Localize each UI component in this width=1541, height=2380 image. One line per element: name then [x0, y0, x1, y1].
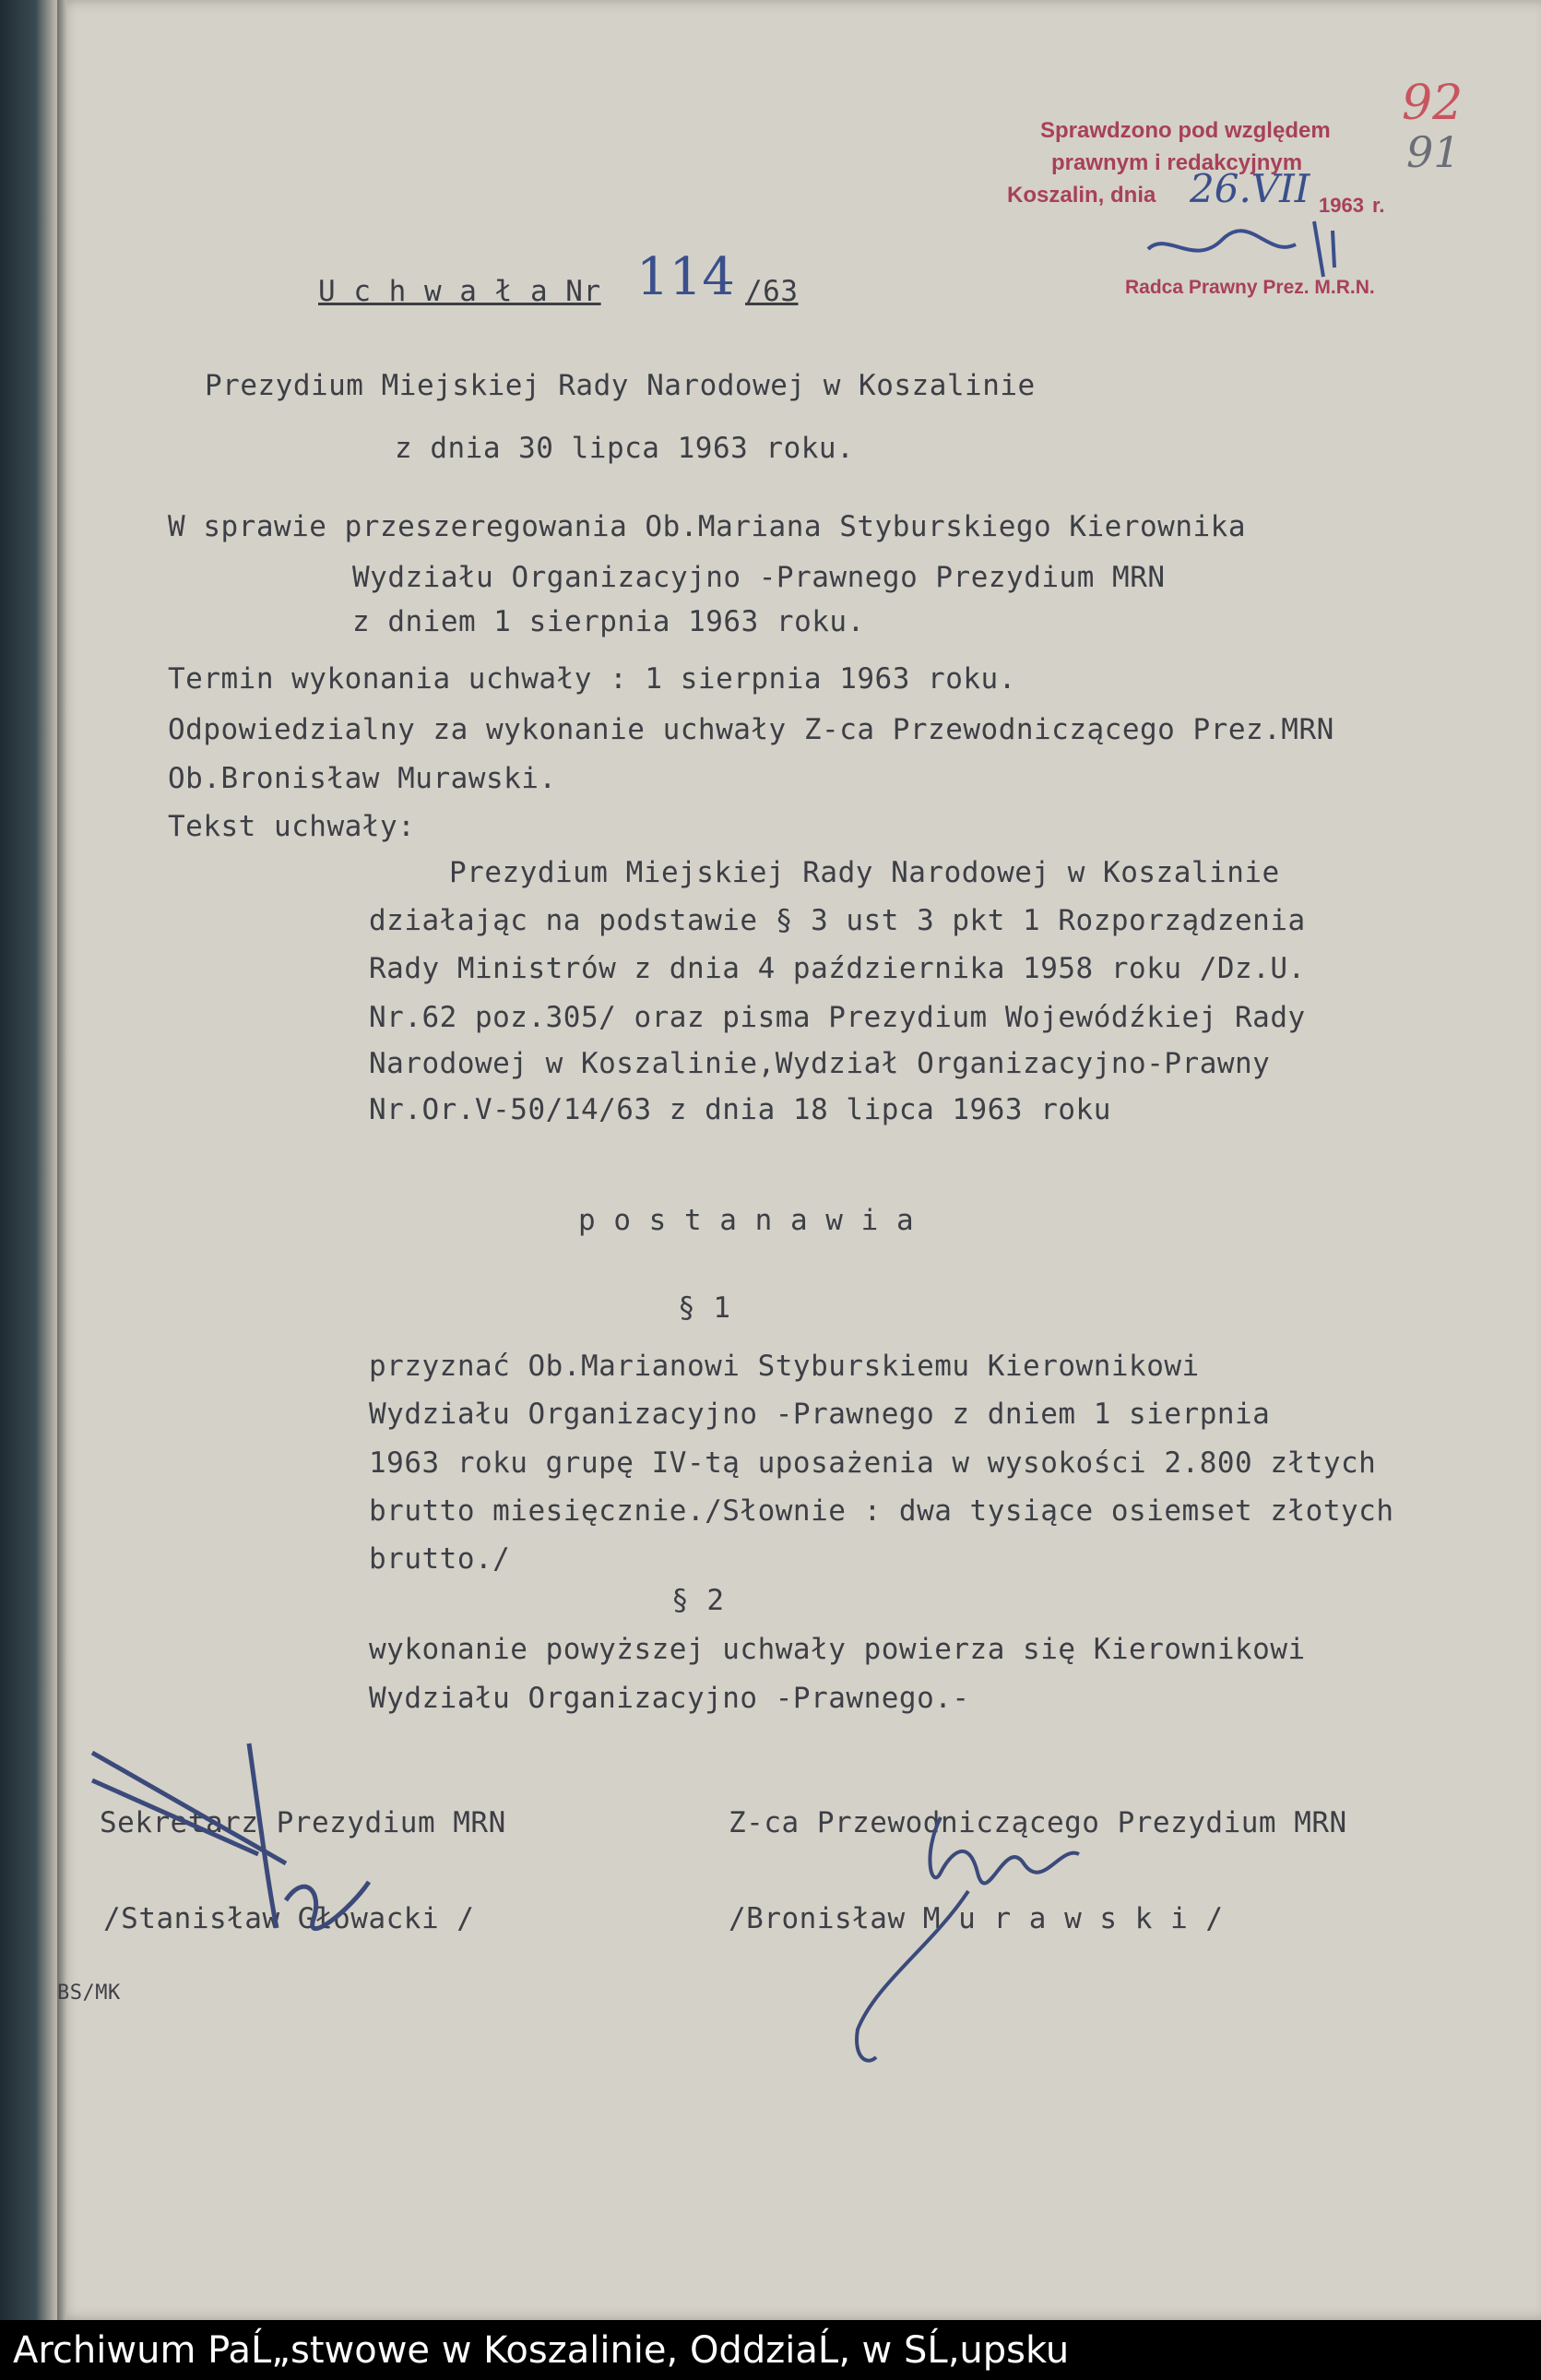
book-binding	[0, 0, 65, 2320]
stamp-line-3-prefix: Koszalin, dnia	[1007, 183, 1156, 208]
issuer-line: Prezydium Miejskiej Rady Narodowej w Koszalinie	[205, 369, 1036, 402]
responsible-line: Odpowiedzialny za wykonanie uchwały Z-ca Przewodniczącego Prez.MRN	[168, 713, 1334, 746]
subject-line-1: W sprawie przeszeregowania Ob.Mariana Styburskiego Kierownika	[168, 510, 1246, 543]
resolution-year-suffix: /63	[745, 275, 799, 308]
secretary-title: Sekretarz Prezydium MRN	[100, 1806, 506, 1839]
section-2-mark: § 2	[671, 1584, 725, 1617]
stamp-signature	[1139, 212, 1379, 286]
folio-number-grey: 91	[1406, 127, 1461, 177]
archive-footer-bar	[0, 2320, 1541, 2380]
section-1-line: brutto miesięcznie./Słownie : dwa tysiące osiemset złotych	[369, 1494, 1394, 1528]
preamble-line: Nr.Or.V-50/14/63 z dnia 18 lipca 1963 roku	[369, 1093, 1111, 1126]
subject-line-3: z dniem 1 sierpnia 1963 roku.	[352, 605, 865, 638]
preamble-line: działając na podstawie § 3 ust 3 pkt 1 Rozporządzenia	[369, 904, 1306, 937]
secretary-signature	[74, 1734, 406, 1937]
section-1-line: 1963 roku grupę IV-tą uposażenia w wysokości 2.800 złtych	[369, 1446, 1377, 1480]
section-2-line: Wydziału Organizacyjno -Prawnego.-	[369, 1682, 970, 1715]
deputy-chair-title: Z-ca Przewodniczącego Prezydium MRN	[729, 1806, 1347, 1839]
stamp-line-4: Radca Prawny Prez. M.R.N.	[1125, 277, 1375, 298]
deputy-chair-signature	[802, 1780, 1190, 2076]
archive-footer-text: Archiwum PaĹ„stwowe w Koszalinie, OddziaĹ‚ w SĹ‚upsku	[13, 2329, 1070, 2372]
resolution-number: 114	[636, 247, 735, 307]
stamp-line-1: Sprawdzono pod względem	[1040, 118, 1331, 143]
decides-heading: p o s t a n a w i a	[578, 1204, 915, 1237]
secretary-name: /Stanisław Głowacki /	[103, 1902, 475, 1935]
subject-line-2: Wydziału Organizacyjno -Prawnego Prezydium MRN	[352, 561, 1166, 594]
section-1-line: brutto./	[369, 1542, 511, 1576]
responsible-person: Ob.Bronisław Murawski.	[168, 762, 557, 795]
resolution-title: U c h w a ł a Nr	[318, 275, 601, 308]
preamble-line: Nr.62 poz.305/ oraz pisma Prezydium Wojewódźkiej Rady	[369, 1001, 1306, 1034]
stamp-suffix: r.	[1372, 194, 1385, 217]
section-1-mark: § 1	[678, 1291, 731, 1325]
page-edge	[57, 0, 66, 2320]
preamble-line: Narodowej w Koszalinie,Wydział Organizacyjno-Prawny	[369, 1047, 1271, 1080]
stamp-line-2: prawnym i redakcyjnym	[1051, 150, 1303, 175]
section-2-line: wykonanie powyższej uchwały powierza się Kierownikowi	[369, 1633, 1306, 1666]
deputy-chair-name: /Bronisław M u r a w s k i /	[729, 1902, 1224, 1935]
typist-initials: BS/MK	[57, 1981, 121, 2005]
stamp-date-handwritten: 26.VII	[1190, 166, 1310, 211]
resolution-text-label: Tekst uchwały:	[168, 810, 416, 843]
date-line: z dnia 30 lipca 1963 roku.	[395, 432, 855, 465]
preamble-line: Rady Ministrów z dnia 4 października 1958 roku /Dz.U.	[369, 952, 1306, 985]
execution-deadline: Termin wykonania uchwały : 1 sierpnia 1963 roku.	[168, 662, 1016, 696]
preamble-line: Prezydium Miejskiej Rady Narodowej w Koszalinie	[449, 856, 1280, 889]
section-1-line: Wydziału Organizacyjno -Prawnego z dniem 1 sierpnia	[369, 1398, 1271, 1431]
stamp-year: 1963	[1319, 194, 1364, 217]
section-1-line: przyznać Ob.Marianowi Styburskiemu Kierownikowi	[369, 1350, 1200, 1383]
folio-number-red: 92	[1402, 76, 1464, 131]
document-page	[57, 0, 1541, 2320]
